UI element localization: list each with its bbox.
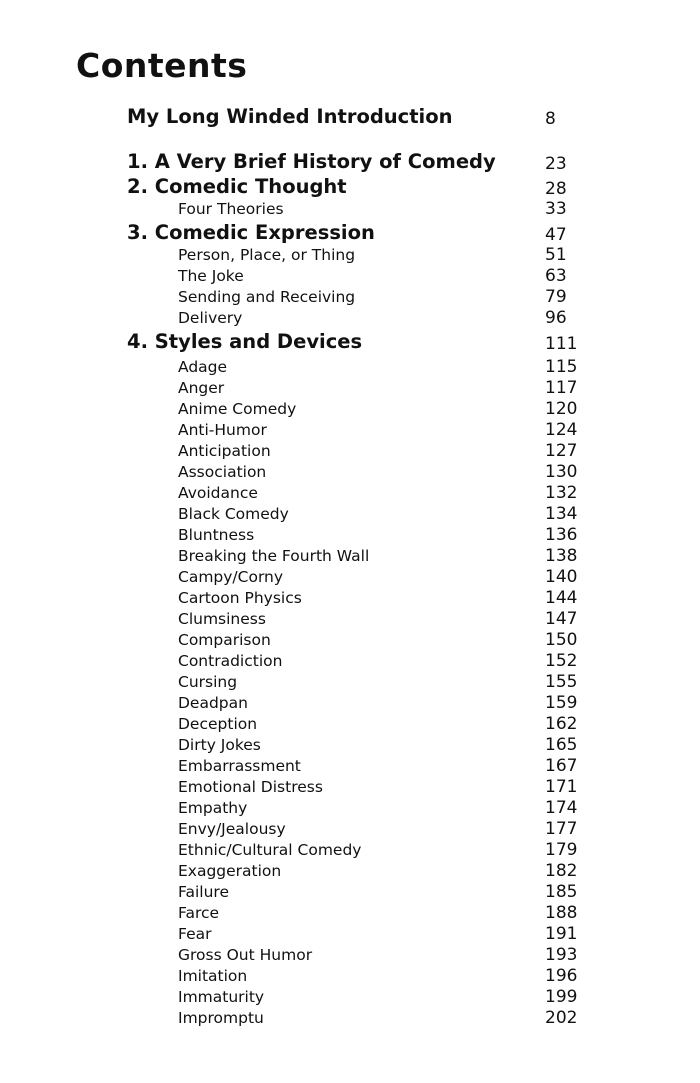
toc-entry-title: My Long Winded Introduction <box>127 105 453 128</box>
toc-page-number: 165 <box>545 735 578 755</box>
toc-page-number: 155 <box>545 672 578 692</box>
toc-entry-title: Comparison <box>178 631 271 649</box>
toc-page-number: 185 <box>545 882 578 902</box>
toc-entry-title: Bluntness <box>178 526 255 544</box>
toc-page-number: 138 <box>545 546 578 566</box>
toc-entry-title: Campy/Corny <box>178 568 284 586</box>
toc-page-number: 167 <box>545 756 578 776</box>
toc-page-number: 120 <box>545 399 578 419</box>
toc-page-number: 63 <box>545 266 567 286</box>
toc-page-number: 23 <box>545 154 567 174</box>
toc-page-number: 196 <box>545 966 578 986</box>
toc-entry-title: Person, Place, or Thing <box>178 246 356 264</box>
toc-entry-title: 3. Comedic Expression <box>127 221 375 244</box>
toc-page-number: 51 <box>545 245 567 265</box>
toc-page-number: 162 <box>545 714 578 734</box>
toc-entry-title: 2. Comedic Thought <box>127 175 347 198</box>
toc-entry-title: The Joke <box>178 267 244 285</box>
toc-page-number: 136 <box>545 525 578 545</box>
toc-page-number: 150 <box>545 630 578 650</box>
toc-page-number: 130 <box>545 462 578 482</box>
toc-entry-title: Anticipation <box>178 442 271 460</box>
toc-entry-title: Delivery <box>178 309 243 327</box>
toc-entry-title: Anime Comedy <box>178 400 297 418</box>
toc-entry-title: Failure <box>178 883 229 901</box>
toc-entry-title: Empathy <box>178 799 248 817</box>
toc-page-number: 96 <box>545 308 567 328</box>
toc-page-number: 117 <box>545 378 578 398</box>
page-title: Contents <box>76 46 248 85</box>
toc-entry-title: Anti-Humor <box>178 421 267 439</box>
toc-entry-title: Exaggeration <box>178 862 282 880</box>
toc-page-number: 177 <box>545 819 578 839</box>
toc-page-number: 115 <box>545 357 578 377</box>
toc-entry-title: Four Theories <box>178 200 284 218</box>
toc-page-number: 202 <box>545 1008 578 1028</box>
toc-page-number: 199 <box>545 987 578 1007</box>
toc-entry-title: Immaturity <box>178 988 265 1006</box>
toc-page-number: 147 <box>545 609 578 629</box>
toc-entry-title: Embarrassment <box>178 757 301 775</box>
toc-page-number: 111 <box>545 334 578 354</box>
toc-entry-title: Farce <box>178 904 220 922</box>
toc-page-number: 124 <box>545 420 578 440</box>
toc-entry-title: 4. Styles and Devices <box>127 330 363 353</box>
toc-page-number: 191 <box>545 924 578 944</box>
toc-entry-title: Deception <box>178 715 258 733</box>
toc-entry-title: Sending and Receiving <box>178 288 356 306</box>
toc-entry-title: Cursing <box>178 673 238 691</box>
toc-page-number: 174 <box>545 798 578 818</box>
toc-page-number: 140 <box>545 567 578 587</box>
toc-page-number: 193 <box>545 945 578 965</box>
toc-page-number: 127 <box>545 441 578 461</box>
toc-page-number: 182 <box>545 861 578 881</box>
toc-entry-title: Deadpan <box>178 694 248 712</box>
toc-entry-title: Black Comedy <box>178 505 289 523</box>
toc-entry-title: Ethnic/Cultural Comedy <box>178 841 362 859</box>
toc-page-number: 188 <box>545 903 578 923</box>
toc-page-number: 33 <box>545 199 567 219</box>
toc-page-number: 132 <box>545 483 578 503</box>
toc-entry-title: Cartoon Physics <box>178 589 302 607</box>
toc-page-number: 28 <box>545 179 567 199</box>
toc-page-number: 79 <box>545 287 567 307</box>
toc-entry-title: Imitation <box>178 967 248 985</box>
toc-entry-title: 1. A Very Brief History of Comedy <box>127 150 496 173</box>
toc-entry-title: Association <box>178 463 267 481</box>
toc-page-number: 171 <box>545 777 578 797</box>
toc-page-number: 8 <box>545 109 556 129</box>
toc-entry-title: Adage <box>178 358 228 376</box>
toc-entry-title: Avoidance <box>178 484 258 502</box>
toc-entry-title: Envy/Jealousy <box>178 820 286 838</box>
toc-entry-title: Emotional Distress <box>178 778 323 796</box>
toc-page-number: 47 <box>545 225 567 245</box>
toc-entry-title: Clumsiness <box>178 610 266 628</box>
toc-page-number: 152 <box>545 651 578 671</box>
toc-entry-title: Breaking the Fourth Wall <box>178 547 370 565</box>
toc-entry-title: Gross Out Humor <box>178 946 313 964</box>
toc-entry-title: Contradiction <box>178 652 283 670</box>
toc-page-number: 159 <box>545 693 578 713</box>
toc-page-number: 144 <box>545 588 578 608</box>
toc-entry-title: Dirty Jokes <box>178 736 261 754</box>
toc-page-number: 179 <box>545 840 578 860</box>
toc-entry-title: Fear <box>178 925 212 943</box>
toc-entry-title: Anger <box>178 379 225 397</box>
toc-page-number: 134 <box>545 504 578 524</box>
toc-entry-title: Impromptu <box>178 1009 264 1027</box>
